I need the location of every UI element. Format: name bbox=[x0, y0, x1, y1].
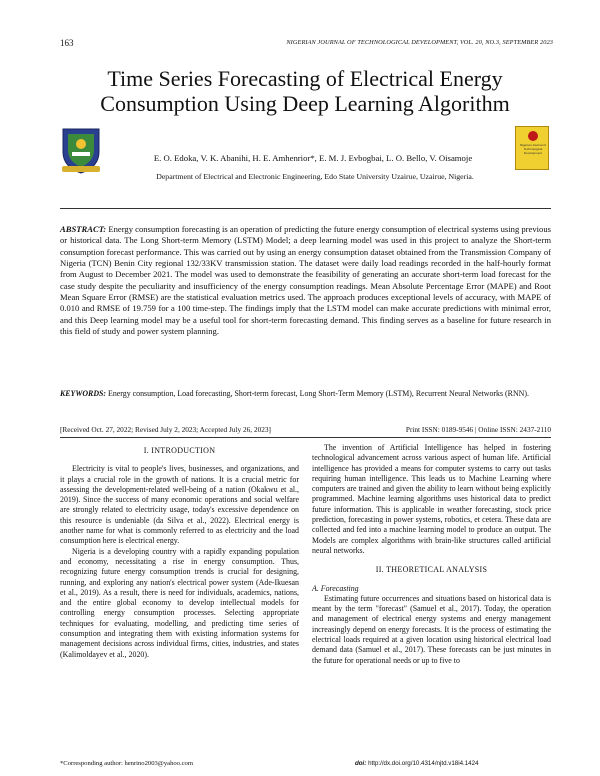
left-column bbox=[60, 446, 299, 660]
paragraph: Estimating future occurrences and situations based on historical data is meant by the term "forecast" (Samuel et al., 2017). Today, the operation and management of electrical energy systems and energy management increasingly depend on energy forecasts. It is the process of estimating the electrical loads required at a given location using historical electrical load demand data (Samuel et al., 2017). These forecasts can be just minutes in the future for operational needs or up to five to bbox=[312, 593, 551, 665]
subsection-heading-forecasting: A. Forecasting bbox=[312, 583, 359, 593]
cover-line: Development bbox=[523, 151, 543, 155]
university-crest-logo bbox=[60, 126, 102, 174]
paper-title bbox=[60, 66, 550, 116]
journal-cover-logo bbox=[515, 126, 549, 170]
divider-top bbox=[60, 208, 551, 209]
title-line-1: Time Series Forecasting of Electrical Energy bbox=[107, 66, 503, 91]
section-heading-theoretical-analysis: II. THEORETICAL ANALYSIS bbox=[375, 565, 488, 575]
paragraph: Electricity is vital to people's lives, businesses, and organizations, and it plays a crucial role in the growth of nations. It is a crucial metric for assessing the development-related well-being of a nation (Okakwu et al., 2019). Since the success of many economic operations and social welfare are strongly related to electricity usage, today's excessive dependence on this resource is undeniable (da Silva et al., 2022). Electrical energy is another name for what is commonly referred to as electricity and the load consumption here is electrical energy. bbox=[60, 464, 299, 546]
doi-line bbox=[355, 760, 479, 767]
issn-info: Print ISSN: 0189-9546 | Online ISSN: 2437-2110 bbox=[405, 425, 551, 434]
paragraph: Nigeria is a developing country with a rapidly expanding population and economy, necessitating a rise in energy consumption. Thus, recognizing future energy consumption trends is crucial for designing, running, and exploring any nation's electrical power system (Ade-Ikuesan et al., 2019). As a result, there is need for individuals, academics, nations, and the entire global economy to develop intellectual models for controlling energy consumption processes. Selecting appropriate techniques for evaluating, modelling, and predicting time series of consumption and integrating them with existing information systems for management decisions across individual firms, cities, industries, and states (Kalimoldayev et al., 2020). bbox=[60, 546, 299, 659]
cover-line: Nigerian Journal of bbox=[520, 143, 546, 147]
doi-link[interactable]: http://dx.doi.org/10.4314/njtd.v18i4.1424 bbox=[368, 760, 479, 767]
abstract-label: ABSTRACT: bbox=[60, 224, 107, 234]
cover-line: Technological bbox=[523, 147, 543, 151]
section-heading-introduction: I. INTRODUCTION bbox=[143, 446, 216, 455]
divider-bottom bbox=[60, 437, 551, 438]
abstract bbox=[60, 224, 551, 337]
doi-label: doi: bbox=[355, 760, 367, 767]
journal-cover-text bbox=[517, 143, 549, 155]
abstract-text: Energy consumption forecasting is an operation of predicting the future energy consumption of electrical systems using previous or historical data. The Long Short-term Memory (LSTM) Model; a deep learning model was used in this project to analyze the Short-term consumption forecast performance. This was carried out by using an energy consumption dataset obtained from the Transmission Company of Nigeria (TCN) Benin City regional 132/33KV transmission station. The dataset were daily load readings recorded in the half-hourly format from August to December 2021. The model was used to demonstrate the feasibility of generating an accurate short-term load forecast for the case study despite the peculiarity and insufficiency of the energy consumption readings. Mean Absolute Percentage Error (MAPE) and Root Mean Square Error (RMSE) are the statistical evaluation metrics used. The approach produces exceptional levels of accuracy, with MAPE of 0.010 and RMSE of 19.759 for a 100 time-step. The findings imply that the LSTM model can make accurate predictions with minimal error, and this Deep learning model may be a useful tool for short-term forecasting demand. This finding serves as a baseline for future research in this field of study and power system planning. bbox=[60, 224, 551, 337]
received-dates: [Received Oct. 27, 2022; Revised July 2, 2023; Accepted July 26, 2023] bbox=[60, 425, 271, 434]
corresponding-author-footnote: *Corresponding author: henrino2003@yahoo.com bbox=[60, 760, 193, 767]
right-column bbox=[312, 443, 551, 666]
author-list: E. O. Edoka, V. K. Abanihi, H. E. Amhenrior*, E. M. J. Evbogbai, L. O. Bello, V. Oisamoje bbox=[153, 153, 473, 163]
page-number: 163 bbox=[60, 38, 74, 48]
journal-running-header: NIGERIAN JOURNAL OF TECHNOLOGICAL DEVELOPMENT, VOL. 20, NO.3, SEPTEMBER 2023 bbox=[286, 39, 553, 46]
affiliation: Department of Electrical and Electronic Engineering, Edo State University Uzairue, Uzairue, Nigeria. bbox=[156, 172, 474, 181]
keywords-text: Energy consumption, Load forecasting, Short-term forecast, Long Short-Term Memory (LSTM), Recurrent Neural Networks (RNN). bbox=[108, 389, 529, 398]
title-line-2: Consumption Using Deep Learning Algorithm bbox=[100, 91, 510, 116]
keywords-label: KEYWORDS: bbox=[60, 389, 107, 398]
paragraph: The invention of Artificial Intelligence has helped in fostering technological advancement across various aspect of human life. Artificial intelligence has provided a means for computer systems to carry out tasks requiring human intelligence. This leads us to Machine Learning where computers are trained and given the ability to learn without being explicitly programmed. Machine learning algorithms uses historical data to predict future information. This is applicable in weather forecasting, stock price prediction, forecasting in power systems, robotics, et cetera. These data are collected and fed into a machine learning model to produce an output. The Models are complex algorithms with brain-like structures called artificial neural networks. bbox=[312, 443, 551, 555]
keywords bbox=[60, 389, 551, 400]
seal-icon bbox=[528, 131, 538, 141]
